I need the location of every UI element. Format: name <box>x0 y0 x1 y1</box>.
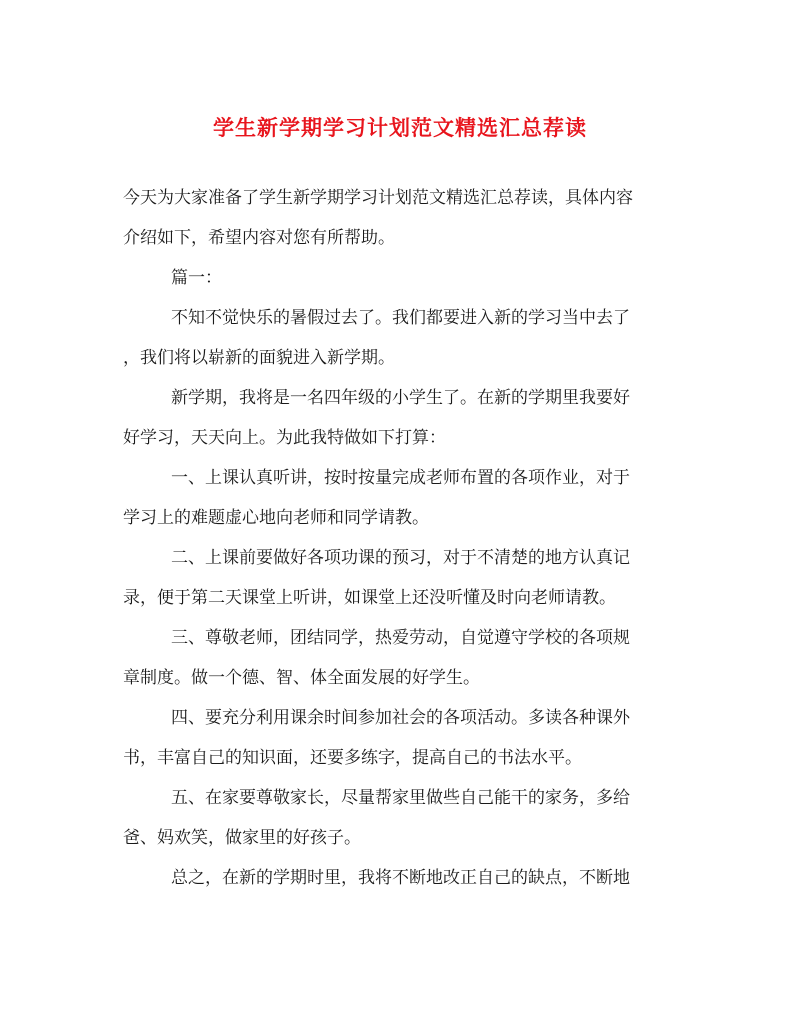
text-line: 四、要充分利用课余时间参加社会的各项活动。多读各种课外 <box>171 708 630 728</box>
text-line: 五、在家要尊敬家长，尽量帮家里做些自己能干的家务，多给 <box>171 788 630 808</box>
text-line: 一、上课认真听讲，按时按量完成老师布置的各项作业，对于 <box>171 468 630 488</box>
text-line: 二、上课前要做好各项功课的预习，对于不清楚的地方认真记 <box>171 548 630 568</box>
text-line: 章制度。做一个德、智、体全面发展的好学生。 <box>123 668 480 688</box>
text-line: 篇一： <box>171 268 222 288</box>
text-line: 今天为大家准备了学生新学期学习计划范文精选汇总荐读，具体内容 <box>123 188 633 208</box>
text-line: ，我们将以崭新的面貌进入新学期。 <box>123 348 395 368</box>
text-line: 书，丰富自己的知识面，还要多练字，提高自己的书法水平。 <box>123 748 582 768</box>
document-body <box>123 178 683 898</box>
text-line: 三、尊敬老师，团结同学，热爱劳动，自觉遵守学校的各项规 <box>171 628 630 648</box>
page-title: 学生新学期学习计划范文精选汇总荐读 <box>213 115 587 140</box>
text-line: 总之，在新的学期时里，我将不断地改正自己的缺点，不断地 <box>171 868 630 888</box>
text-line: 新学期，我将是一名四年级的小学生了。在新的学期里我要好 <box>171 388 630 408</box>
text-line: 好学习，天天向上。为此我特做如下打算： <box>123 428 446 448</box>
text-line: 录，便于第二天课堂上听讲，如课堂上还没听懂及时向老师请教。 <box>123 588 616 608</box>
text-line: 学习上的难题虚心地向老师和同学请教。 <box>123 508 429 528</box>
text-line: 介绍如下，希望内容对您有所帮助。 <box>123 228 395 248</box>
text-line: 不知不觉快乐的暑假过去了。我们都要进入新的学习当中去了 <box>171 308 630 328</box>
text-line: 爸、妈欢笑，做家里的好孩子。 <box>123 828 361 848</box>
